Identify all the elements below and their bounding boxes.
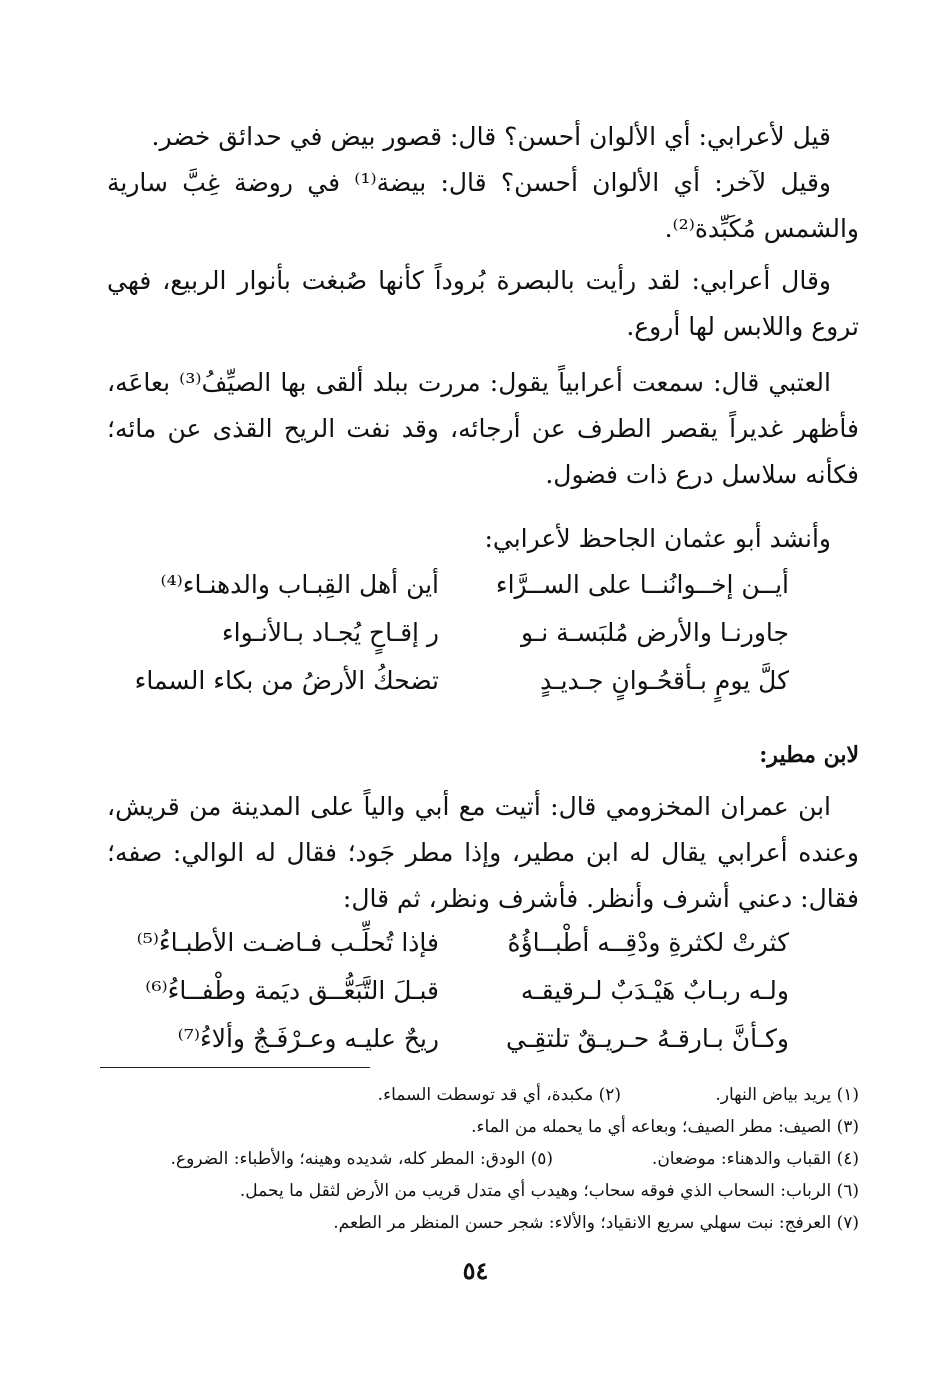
verse-second-hemistich: أين أهل القِبـاب والدهنـاء⁽⁴⁾ — [160, 570, 439, 599]
verse-line — [107, 658, 859, 704]
verse-line — [107, 562, 859, 608]
verse-first-hemistich: كثرتْ لكثرةِ ودْقِــه أطْبــاؤُهُ — [507, 928, 789, 957]
paragraph-3 — [107, 258, 859, 350]
paragraph-3-text: وقال أعرابي: لقد رأيت بالبصرة بُروداً كأنها صُبغت بأنوار الربيع، فهي تروع واللابس لها أروع. — [107, 266, 859, 341]
footnote-2: (٢) مكبدة، أي قد توسطت السماء. — [377, 1085, 621, 1105]
paragraph-6 — [107, 784, 859, 922]
verse-line — [107, 1016, 859, 1062]
paragraph-1 — [107, 114, 859, 160]
verse-second-hemistich: تضحكُ الأرضُ من بكاء السماء — [134, 666, 439, 695]
footnote-1: (١) يريد بياض النهار. — [715, 1085, 859, 1105]
verse-first-hemistich: جاورنـا والأرض مُلبَسـة نـو — [521, 618, 789, 647]
paragraph-2-text: وقيل لآخر: أي الألوان أحسن؟ قال: بيضة⁽¹⁾ في روضة غِبَّ سارية والشمس مُكَبِّدة⁽²⁾. — [107, 168, 859, 243]
section-heading: لابن مطير: — [759, 742, 859, 768]
paragraph-4-text: العتبي قال: سمعت أعرابياً يقول: مررت ببلد ألقى بها الصيِّفُ⁽³⁾ بعاعَه، فأظهر غديراً يقصر الطرف عن أرجائه، وقد نفت الريح القذى عن مائه؛ فكأنه سلاسل درع ذات فضول. — [107, 368, 859, 489]
verse-second-hemistich: قبـلَ التَّبَعُّــق ديَمة وطْفــاءُ⁽⁶⁾ — [145, 976, 439, 1005]
page-number: ٥٤ — [462, 1256, 489, 1285]
paragraph-1-text: قيل لأعرابي: أي الألوان أحسن؟ قال: قصور بيض في حدائق خضر. — [151, 122, 831, 151]
paragraph-6-text: ابن عمران المخزومي قال: أتيت مع أبي والياً على المدينة من قريش، وعنده أعرابي يقال له ابن مطير، وإذا مطر جَود؛ فقال له الوالي: صفه؛ فقال: دعني أشرف وأنظر. فأشرف ونظر، ثم قال: — [107, 792, 859, 913]
verse-line — [107, 920, 859, 966]
verse-first-hemistich: وكـأنَّ بـارقـهُ حـريـقٌ تلتقِـي — [505, 1024, 789, 1053]
verse-first-hemistich: كلَّ يومٍ بـأقحُـوانٍ جـديـدٍ — [540, 666, 789, 695]
footnote-7: (٧) العرفج: نبت سهلي سريع الانقياد؛ والألاء: شجر حسن المنظر مر الطعم. — [333, 1213, 859, 1233]
footnote-5: (٥) الودق: المطر كله، شديده وهينه؛ والأطباء: الضروع. — [170, 1149, 553, 1169]
verse-second-hemistich: ر إقـاحٍ يُجـاد بـالأنـواء — [221, 618, 439, 647]
footnote-3: (٣) الصيف: مطر الصيف؛ وبعاعه أي ما يحمله من الماء. — [471, 1117, 859, 1137]
verse-first-hemistich: أيــن إخــوانُنــا على الســرَّاء — [495, 570, 789, 599]
paragraph-4 — [107, 360, 859, 498]
verse-line — [107, 610, 859, 656]
footnote-4: (٤) القباب والدهناء: موضعان. — [651, 1149, 859, 1169]
verse-line — [107, 968, 859, 1014]
paragraph-2 — [107, 160, 859, 252]
paragraph-5 — [107, 516, 859, 562]
verse-second-hemistich: فإذا تُحلِّـب فـاضـت الأطبـاءُ⁽⁵⁾ — [136, 928, 439, 957]
footnote-divider — [100, 1067, 370, 1068]
verse-second-hemistich: ريحٌ عليـه وعـرْفَـجٌ وألاءُ⁽⁷⁾ — [177, 1024, 439, 1053]
paragraph-5-text: وأنشد أبو عثمان الجاحظ لأعرابي: — [484, 524, 831, 553]
footnote-6: (٦) الرباب: السحاب الذي فوقه سحاب؛ وهيدب أي متدل قريب من الأرض لثقل ما يحمل. — [239, 1181, 859, 1201]
verse-first-hemistich: ولـه ربـابٌ هَيْـدَبٌ لـرقيقـه — [520, 976, 789, 1005]
